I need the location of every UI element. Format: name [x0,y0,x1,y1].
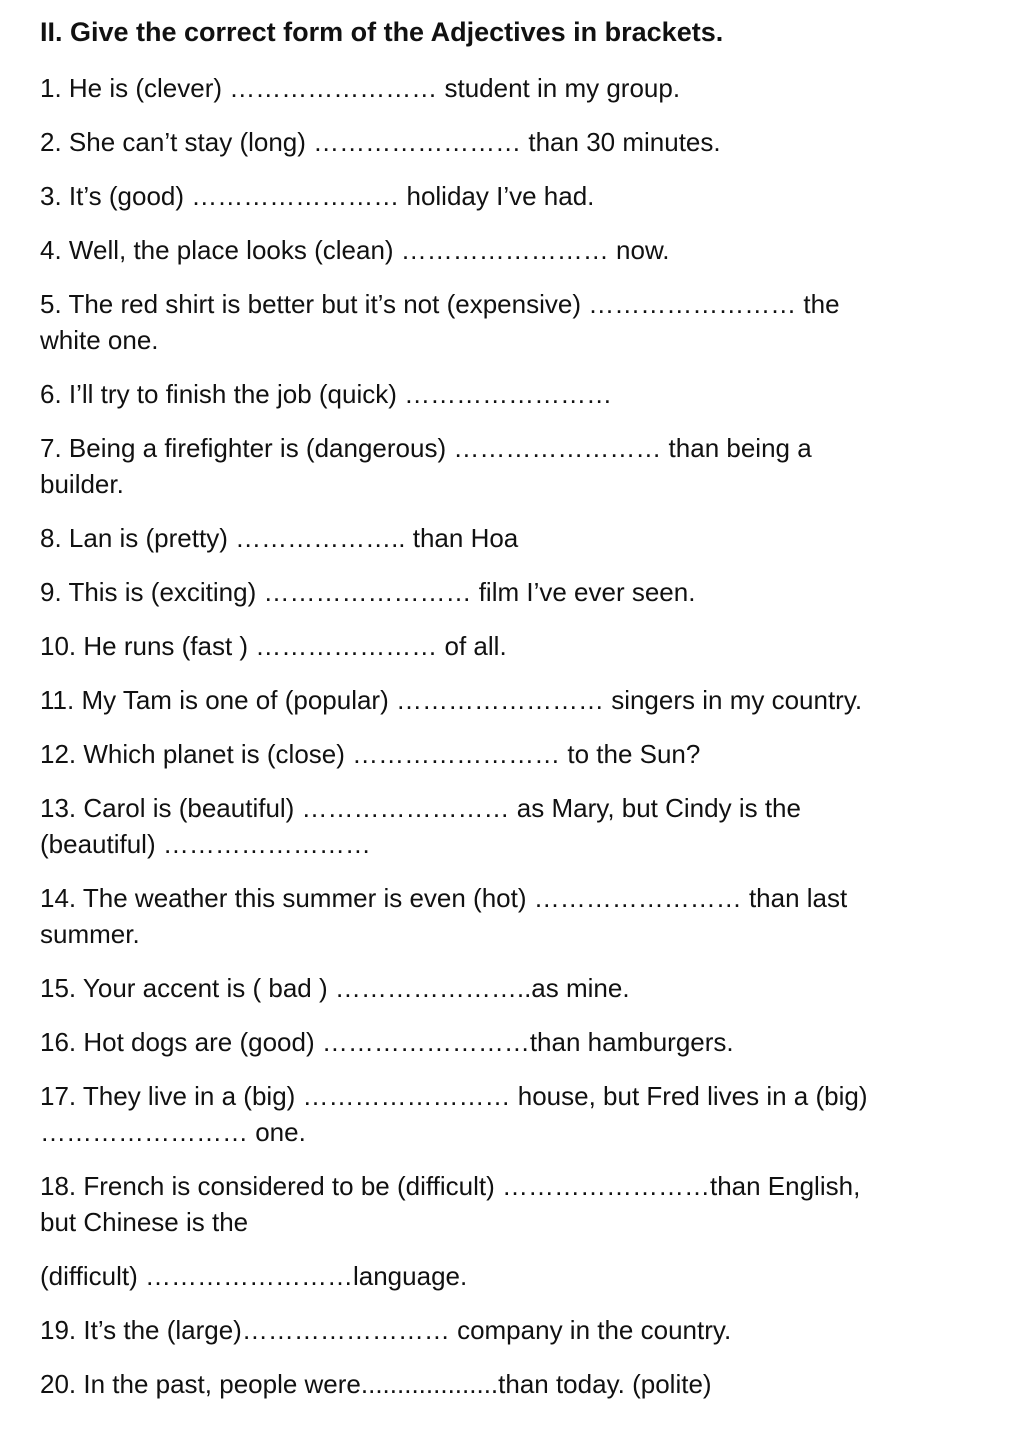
exercise-2 [40,124,721,160]
exercise-3 [40,178,594,214]
exercise-line: 14. The weather this summer is even (hot) …………………… than last [40,883,848,913]
exercise-19 [40,1312,731,1348]
exercise-line: but Chinese is the [40,1207,249,1237]
exercise-line: 15. Your accent is ( bad ) …………………..as mine. [40,973,630,1003]
exercise-line: 2. She can’t stay (long) …………………… than 30 minutes. [40,127,721,157]
exercise-8 [40,520,518,556]
exercise-1 [40,70,680,106]
exercise-13 [40,790,801,862]
exercise-line: 18. French is considered to be (difficult) ……………………than English, [40,1171,861,1201]
exercise-line: …………………… one. [40,1117,306,1147]
exercise-line: 16. Hot dogs are (good) ……………………than hamburgers. [40,1027,734,1057]
exercise-4 [40,232,670,268]
exercise-15 [40,970,630,1006]
exercise-line: 17. They live in a (big) …………………… house, but Fred lives in a (big) [40,1081,868,1111]
exercise-line: 1. He is (clever) …………………… student in my group. [40,73,681,103]
exercise-line: (difficult) ……………………language. [40,1261,468,1291]
exercise-9 [40,574,695,610]
exercise-line: 10. He runs (fast ) ………………… of all. [40,631,507,661]
exercise-line: 6. I’ll try to finish the job (quick) …………………… [40,379,613,409]
exercise-line: 12. Which planet is (close) …………………… to the Sun? [40,739,701,769]
exercise-line: 8. Lan is (pretty) ……………….. than Hoa [40,523,519,553]
exercise-line: 7. Being a firefighter is (dangerous) …………………… than being a [40,433,812,463]
exercise-11 [40,682,862,718]
exercise-12 [40,736,700,772]
exercise-line: 20. In the past, people were...................than today. (polite) [40,1369,712,1399]
exercise-16 [40,1024,734,1060]
exercise-line: 11. My Tam is one of (popular) …………………… singers in my country. [40,685,863,715]
exercise-18-continued [40,1258,467,1294]
exercise-5 [40,286,840,358]
exercise-14 [40,880,847,952]
exercise-6 [40,376,612,412]
exercise-line: 13. Carol is (beautiful) …………………… as Mary, but Cindy is the [40,793,801,823]
exercise-17 [40,1078,868,1150]
exercise-line: (beautiful) …………………… [40,829,371,859]
page-title: II. Give the correct form of the Adjectives in brackets. [40,17,724,47]
exercise-line: white one. [40,325,159,355]
exercise-7 [40,430,812,502]
exercise-line: summer. [40,919,140,949]
exercise-line: builder. [40,469,124,499]
exercise-line: 19. It’s the (large)…………………… company in the country. [40,1315,732,1345]
exercise-18 [40,1168,860,1240]
exercise-line: 5. The red shirt is better but it’s not (expensive) …………………… the [40,289,840,319]
exercise-line: 3. It’s (good) …………………… holiday I’ve had. [40,181,595,211]
exercise-line: 9. This is (exciting) …………………… film I’ve ever seen. [40,577,696,607]
exercise-10 [40,628,507,664]
exercise-line: 4. Well, the place looks (clean) …………………… now. [40,235,670,265]
exercise-20 [40,1366,712,1402]
